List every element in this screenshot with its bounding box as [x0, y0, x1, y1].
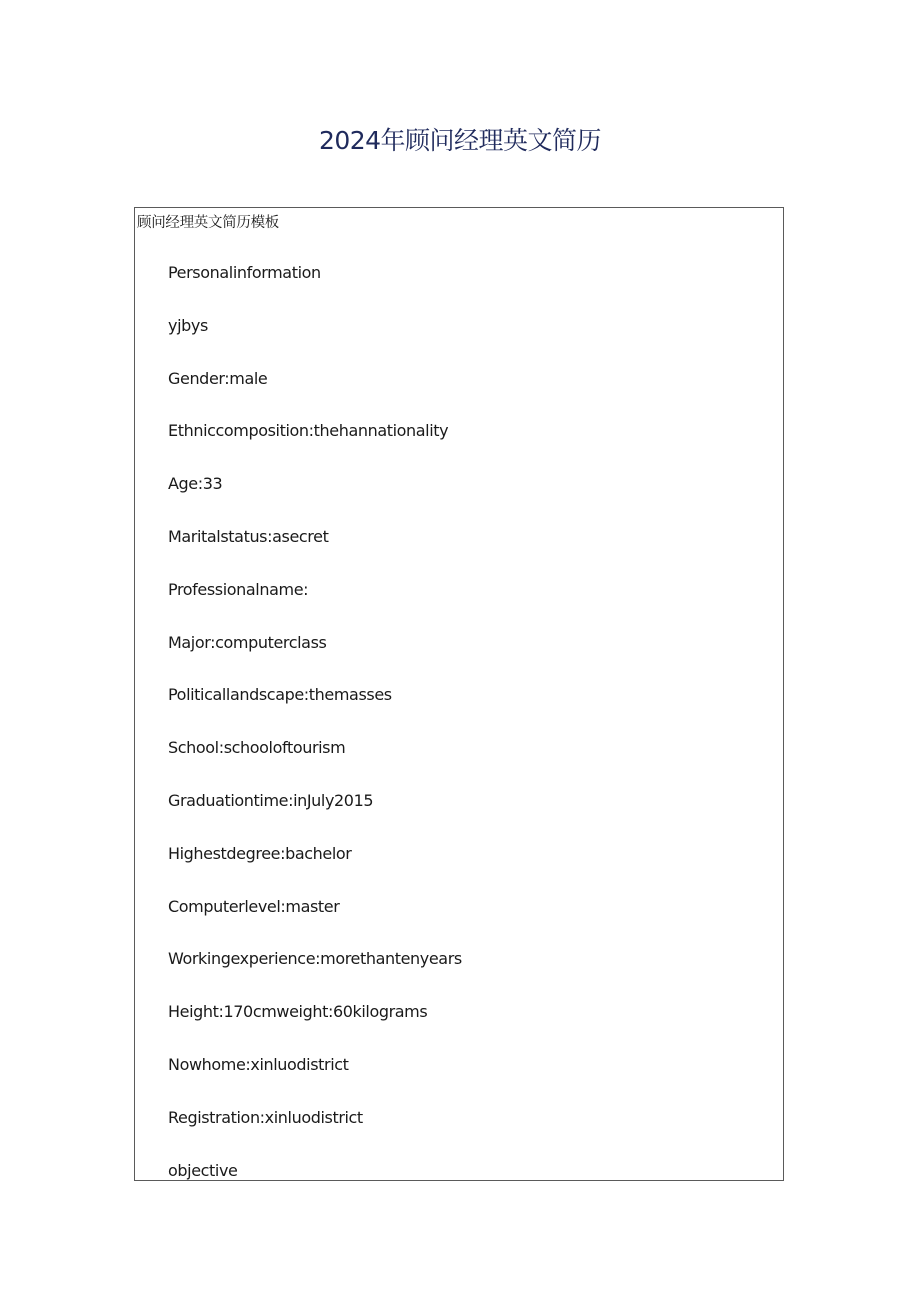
- field-registration: Registration:xinluodistrict: [168, 1107, 363, 1127]
- field-now-home: Nowhome:xinluodistrict: [168, 1054, 349, 1074]
- field-highest-degree: Highestdegree:bachelor: [168, 843, 352, 863]
- field-graduation-time: Graduationtime:inJuly2015: [168, 790, 374, 810]
- field-political-landscape: Politicallandscape:themasses: [168, 685, 392, 705]
- field-section-personal-information: Personalinformation: [168, 263, 321, 282]
- field-computer-level: Computerlevel:master: [168, 896, 340, 916]
- resume-box-heading: 顾问经理英文简历模板: [137, 215, 279, 231]
- resume-content-box: [134, 207, 784, 1181]
- field-height-weight: Height:170cmweight:60kilograms: [168, 1002, 428, 1022]
- field-source: yjbys: [168, 315, 208, 335]
- field-school: School:schooloftourism: [168, 738, 346, 758]
- field-section-objective: objective: [168, 1160, 238, 1180]
- field-gender: Gender:male: [168, 368, 268, 388]
- field-working-experience: Workingexperience:morethantenyears: [168, 949, 462, 969]
- field-major: Major:computerclass: [168, 632, 327, 652]
- page-title: 2024年顾问经理英文简历: [318, 126, 602, 155]
- field-age: Age:33: [168, 474, 223, 494]
- field-marital-status: Maritalstatus:asecret: [168, 526, 329, 546]
- field-professional-name: Professionalname:: [168, 579, 309, 599]
- resume-field-list: [168, 262, 462, 1181]
- field-ethnic-composition: Ethniccomposition:thehannationality: [168, 421, 449, 441]
